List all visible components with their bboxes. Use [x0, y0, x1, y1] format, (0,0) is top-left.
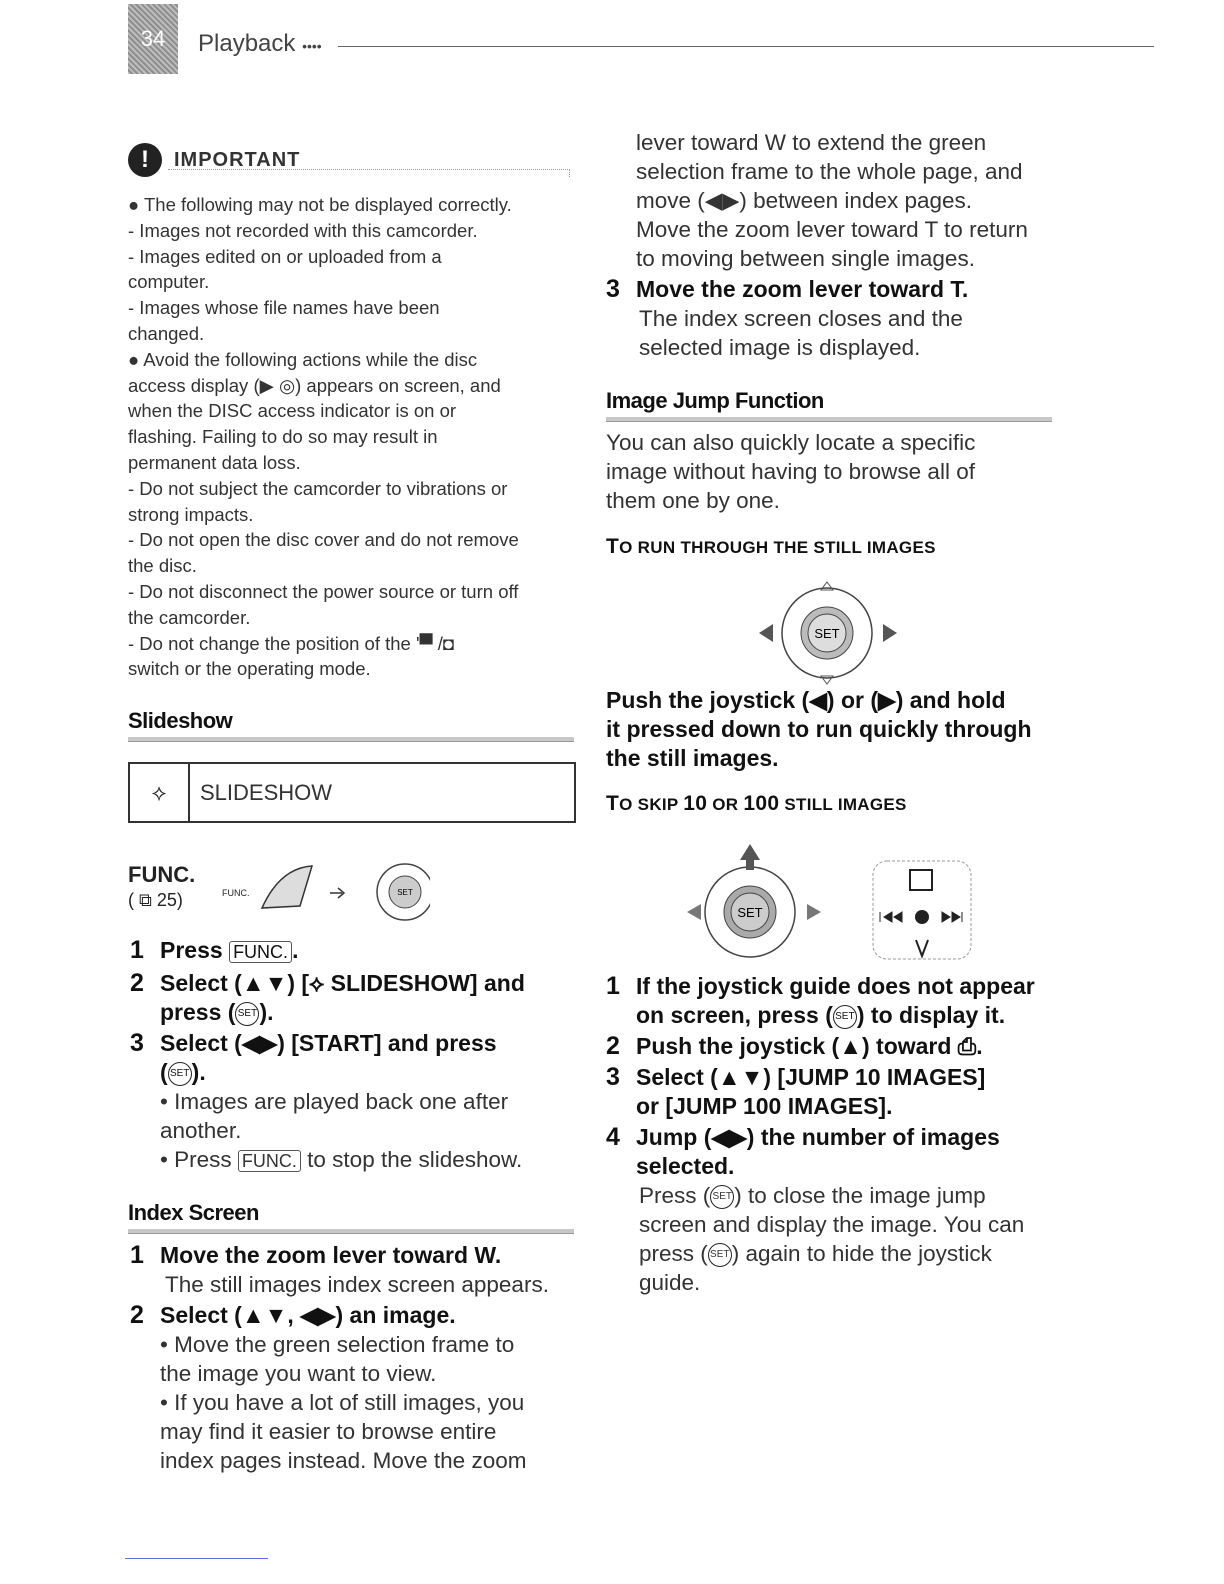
svg-text:SET: SET — [397, 888, 413, 897]
index-step-2: 2 Select (▲▼, ◀▶) an image. — [130, 1301, 456, 1329]
jump-step-2: 2 Push the joystick (▲) toward ⎙. — [606, 1032, 983, 1060]
jump-step-4: 4 Jump (◀▶) the number of images selected. — [606, 1123, 1000, 1179]
header-rule — [338, 46, 1154, 47]
slideshow-menu-box — [128, 762, 576, 823]
slideshow-step-1: 1 Press FUNC. . — [130, 936, 299, 964]
jump-step-3: 3 Select (▲▼) [JUMP 10 IMAGES] or [JUMP 100 IMAGES]. — [606, 1063, 986, 1119]
jump-step-1: 1 If the joystick guide does not appear on screen, press ( SET) to display it. — [606, 972, 1035, 1028]
jump-step-4-body: Press ( SET ) to close the image jump screen and display the image. You can press ( SET ) again to hide the joystick guide. — [639, 1183, 1025, 1295]
important-label: IMPORTANT — [174, 149, 301, 171]
important-box — [128, 143, 570, 177]
jump-heading: Image Jump Function — [606, 388, 824, 413]
section-title: Playback •••• — [198, 30, 322, 57]
index-step-1-body: The still images index screen appears. — [165, 1272, 549, 1297]
func-label: FUNC. — [128, 862, 196, 887]
arrow-up-icon — [740, 844, 760, 870]
set-button-icon: SET — [833, 1005, 857, 1029]
func-ref: ( ⧉ 25) — [128, 890, 183, 910]
index-step-2-body: • Move the green selection frame to the image you want to view. • If you have a lot of still images, you may find it easier to browse entire index pages instead. Move the zoom — [160, 1332, 527, 1473]
jump-rule — [606, 417, 1052, 422]
set-button-icon: SET — [168, 1062, 192, 1086]
slideshow-icon: ⟡ — [130, 764, 190, 821]
func-diagram — [250, 858, 430, 928]
set-button-icon: SET — [235, 1002, 259, 1026]
jump-guide-icon — [872, 860, 974, 960]
run-through-subhead: TO RUN THROUGH THE STILL IMAGES — [606, 535, 936, 558]
arrow-right-icon — [330, 888, 344, 898]
page-number: 34 — [128, 4, 178, 74]
skip-subhead: TO SKIP 10 OR 100 STILL IMAGES — [606, 792, 907, 815]
slideshow-bullets: • Images are played back one after another. • Press FUNC. to stop the slideshow. — [160, 1089, 523, 1172]
slideshow-menu-label: SLIDESHOW — [200, 779, 333, 805]
joystick-diagram-1 — [755, 578, 905, 688]
slideshow-heading: Slideshow — [128, 708, 233, 733]
func-key: FUNC. — [229, 941, 292, 963]
func-button-icon — [262, 866, 312, 908]
slideshow-step-3: 3 Select (◀▶) [START] and press ( SET). — [130, 1029, 497, 1085]
exclamation-icon: ! — [128, 143, 162, 177]
index-step-3-body: The index screen closes and the selected image is displayed. — [639, 306, 963, 360]
index-step-1: 1 Move the zoom lever toward W. — [130, 1241, 502, 1269]
jump-intro: You can also quickly locate a specific image without having to browse all of them one by one. — [606, 430, 976, 513]
push-joystick-text: Push the joystick (◀) or (▶) and hold it pressed down to run quickly through the still images. — [606, 687, 1032, 771]
svg-text:SET: SET — [814, 626, 840, 641]
arrow-left-icon — [759, 624, 773, 642]
slideshow-step-2: 2 Select (▲▼) [⟡ SLIDESHOW] and press ( SET). — [130, 969, 525, 1025]
index-rule — [128, 1229, 574, 1234]
svg-text:SET: SET — [737, 905, 763, 920]
arrow-right-icon — [883, 624, 897, 642]
index-heading: Index Screen — [128, 1200, 259, 1225]
important-text: ● The following may not be displayed correctly. - Images not recorded with this camcorder. - Images edited on or uploaded from a computer. - Images whose file names have been changed. ● Avoid the following actions while the disc access display (▶ ◎) appears on screen, and when the DISC access indicator is on or flashing. Failing to do so may result in permanent data loss. - Do not subject the camcorder to vibrations or strong impacts. - Do not open the disc cover and do not remove the disc. - Do not disconnect the power source or turn off the camcorder. - Do not change the position of the '▀ /◘ switch or the operating mode. — [128, 194, 519, 680]
index-step-3: 3 Move the zoom lever toward T. — [606, 275, 969, 303]
index-continued: lever toward W to extend the green selection frame to the whole page, and move (◀▶) between index pages. Move the zoom lever toward T to return to moving between single images. — [636, 130, 1028, 271]
footer-rule — [125, 1558, 268, 1559]
joystick-icon — [377, 864, 430, 920]
joystick-diagram-2 — [685, 842, 825, 964]
func-small-label: FUNC. — [222, 888, 250, 898]
slideshow-rule — [128, 737, 574, 742]
